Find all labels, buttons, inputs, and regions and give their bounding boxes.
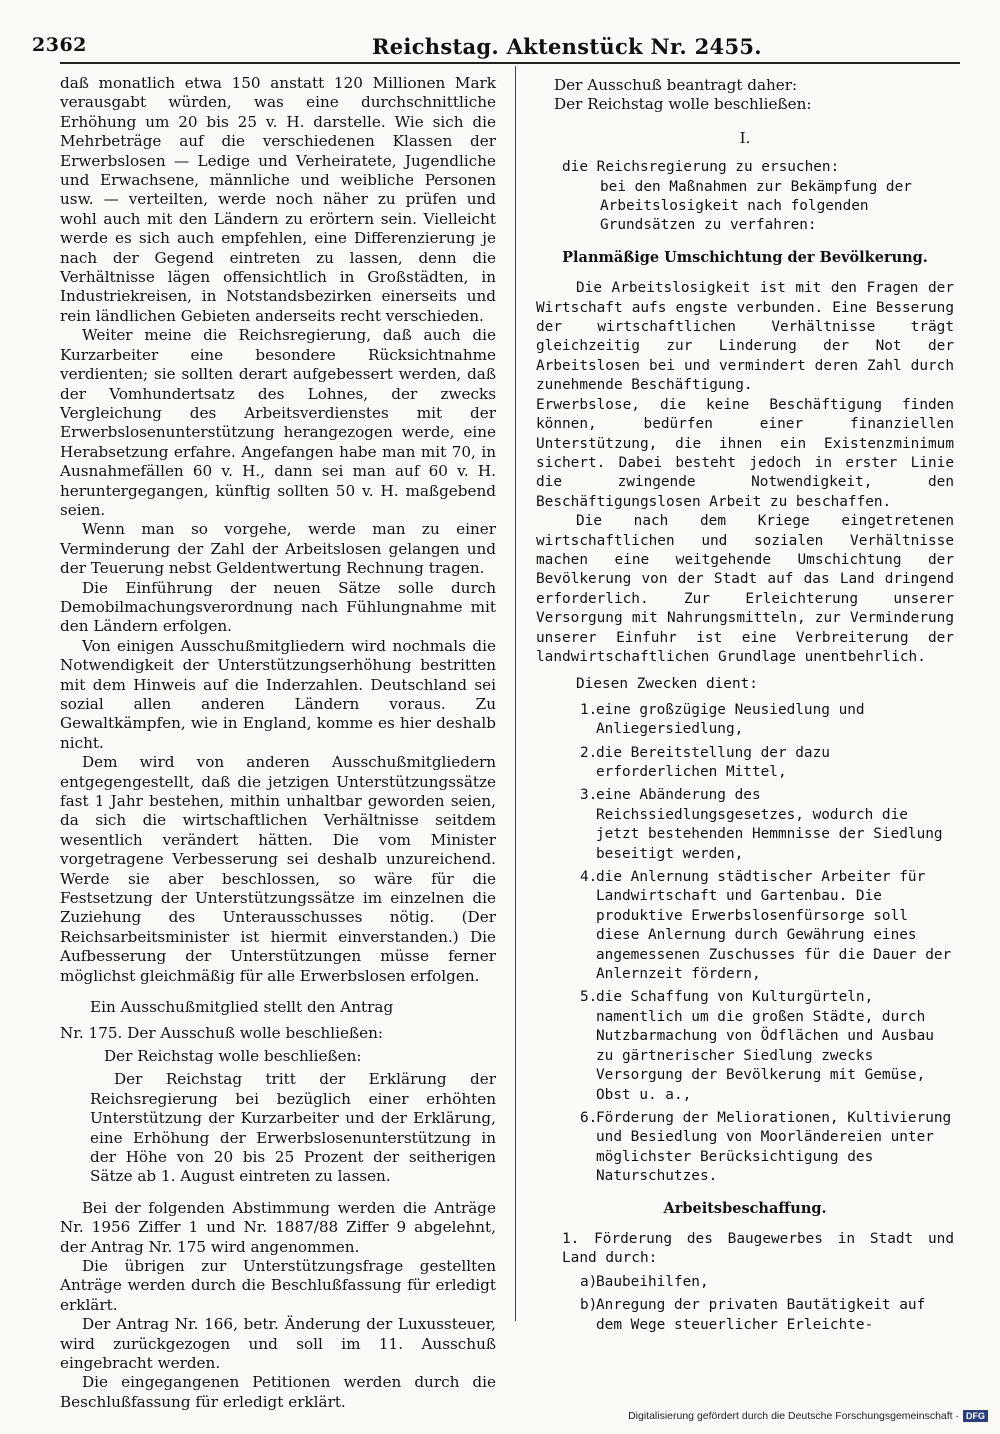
motion-text: Der Reichstag tritt der Erklärung der Reichsregierung bei bezüglich einer erhöhten Unterstützung der Kurzarbeiter und der Erklärung, eine Erhöhung der Erwerbslosenunterstützung in der Höhe von 20 bis 25 Prozent der seitherigen Sätze ab 1. August eintreten zu lassen.	[90, 1070, 496, 1186]
request-line: die Reichsregierung zu ersuchen:	[562, 159, 840, 176]
digitization-credit	[628, 1410, 988, 1422]
list-item	[536, 744, 954, 783]
header-rule	[60, 62, 960, 64]
sub-letter: a)	[580, 1273, 598, 1290]
list-text: die Bereitstellung der dazu erforderlichen Mittel,	[596, 744, 830, 780]
paragraph: Die nach dem Kriege eingetretenen wirtschaftlichen und sozialen Verhältnisse machen eine weitgehende Umschichtung der Bevölkerung von der Stadt auf das Land dringend erforderlich. Zur Erleichterung unserer Versorgung mit Nahrungsmitteln, zur Verminderung unserer Einfuhr ist eine Verbreiterung der landwirtschaftlichen Grundlage unentbehrlich.	[536, 513, 954, 665]
committee-proposal: Der Ausschuß beantragt daher:	[554, 76, 798, 94]
sub-text: Baubeihilfen,	[596, 1273, 709, 1290]
paragraph: Die Arbeitslosigkeit ist mit den Fragen der Wirtschaft aufs engste verbunden. Eine Besserung der wirtschaftlichen Verhältnisse trägt gleichzeitig zur Linderung der Not der Arbeitslosen bei und vermindert deren Zahl durch zunehmende Beschäftigung.	[536, 280, 954, 394]
paragraph: daß monatlich etwa 150 anstatt 120 Millionen Mark verausgabt würden, was eine durchschnittliche Erhöhung um 20 bis 25 v. H. darstelle. Wie sich die Mehrbeträge auf die verschiedenen Klassen der Erwerbslosen — Ledige und Verheiratete, Jugendliche und Erwachsene, männliche und weibliche Personen usw. — verteilten, werde noch näher zu prüfen und wohl auch mit den Ländern zu erörtern sein. Vielleicht werde es sich auch empfehlen, eine Differenzierung je nach der Gegend eintreten zu lassen, denn die Verhältnisse lägen offensichtlich in Großstädten, in Industriekreisen, in Notstandsbezirken einerseits und rein ländlichen Gebieten anderseits recht verschieden.	[60, 74, 496, 325]
left-column	[60, 74, 496, 1412]
paragraph: Die übrigen zur Unterstützungsfrage gestellten Anträge werden durch die Beschlußfassung für erledigt erklärt.	[60, 1256, 496, 1314]
list-intro: Diesen Zwecken dient:	[576, 676, 758, 693]
section-heading: Arbeitsbeschaffung.	[663, 1199, 827, 1217]
page-header	[32, 34, 762, 59]
list-text: Förderung der Meliorationen, Kultivierung und Besiedlung von Moorländereien unter möglichster Berücksichtigung des Naturschutzes.	[596, 1109, 952, 1185]
paragraph: Wenn man so vorgehe, werde man zu einer Verminderung der Zahl der Arbeitslosen gelangen und der Teuerung nebst Geldentwertung Rechnung tragen.	[60, 520, 496, 578]
paragraph: Erwerbslose, die keine Beschäftigung finden können, bedürfen einer finanziellen Unterstützung, die ihnen ein Existenzminimum sichert. Dabei besteht jedoch in erster Linie die zwingende Notwendigkeit, den Beschäftigungslosen Arbeit zu beschaffen.	[536, 396, 954, 510]
list-item	[536, 868, 954, 984]
list-item	[536, 988, 954, 1104]
paragraph: Bei der folgenden Abstimmung werden die Anträge Nr. 1956 Ziffer 1 und Nr. 1887/88 Ziffer 9 abgelehnt, der Antrag Nr. 175 wird angenommen.	[60, 1198, 496, 1256]
list-text: die Anlernung städtischer Arbeiter für Landwirtschaft und Gartenbau. Die produktive Erwerbslosenfürsorge soll diese Anlernung durch Gewährung eines angemessenen Zuschusses für die Dauer der Anlernzeit fördern,	[596, 869, 952, 983]
right-column	[536, 76, 954, 1335]
paragraph: Die eingegangenen Petitionen werden durch die Beschlußfassung für erledigt erklärt.	[60, 1373, 496, 1411]
list-number: 6.	[580, 1109, 598, 1126]
measures-list	[536, 701, 954, 1187]
sub-letter: b)	[580, 1297, 598, 1314]
roman-numeral: I.	[739, 128, 751, 147]
column-divider	[515, 66, 516, 1321]
request-body: bei den Maßnahmen zur Bekämpfung der Arbeitslosigkeit nach folgenden Grundsätzen zu verfahren:	[600, 178, 912, 234]
list-text: die Schaffung von Kulturgürteln, namentlich um die großen Städte, durch Nutzbarmachung von Ödflächen und Ausbau zu gärtnerischer Siedlung zwecks Versorgung der Bevölkerung mit Gemüse, Obst u. a.,	[596, 989, 934, 1103]
resolution-formula: Der Reichstag wolle beschließen:	[554, 95, 812, 114]
sub-item	[536, 1296, 954, 1335]
list-number: 2.	[580, 744, 598, 761]
motion-number: Nr. 175. Der Ausschuß wolle beschließen:	[60, 1023, 384, 1042]
page-number: 2362	[32, 34, 87, 56]
paragraph: Die Einführung der neuen Sätze solle durch Demobilmachungsverordnung nach Fühlungnahme mit den Ländern erfolgen.	[60, 578, 496, 636]
paragraph: Der Antrag Nr. 166, betr. Änderung der Luxussteuer, wird zurückgezogen und soll im 11. Ausschuß eingebracht werden.	[60, 1315, 496, 1372]
motion-intro: Ein Ausschußmitglied stellt den Antrag	[90, 998, 394, 1017]
paragraph: Dem wird von anderen Ausschußmitgliedern entgegengestellt, daß die jetzigen Unterstützungssätze fast 1 Jahr bestehen, mithin unhaltbar geworden seien, da sich die wirtschaftlichen Verhältnisse seitdem wesentlich verändert hätten. Die vom Minister vorgetragene Verbesserung sei deshalb unzureichend. Werde sie aber beschlossen, so wäre für die Festsetzung der Unterstützungssätze im einzelnen die Zuziehung des Unterausschusses nötig. (Der Reichsarbeitsminister ist hiermit einverstanden.) Die Aufbesserung der Unterstützungen müsse ferner möglichst gleichmäßig für alle Erwerbslosen erfolgen.	[60, 753, 496, 985]
list-item	[536, 701, 954, 740]
paragraph: Weiter meine die Reichsregierung, daß auch die Kurzarbeiter eine besondere Rücksichtnahme verdienten; sie sollten derart aufgebessert werden, daß der Vomhundertsatz des Lohnes, der zwecks Vergleichung des Arbeitsverdienstes mit der Erwerbslosenunterstützung herangezogen werde, eine Herabsetzung erfahre. Angefangen habe man mit 70, in Ausnahmefällen 60 v. H., dann sei man auf 60 v. H. heruntergegangen, künftig sollten 50 v. H. maßgebend seien.	[60, 326, 496, 519]
running-title: Reichstag. Aktenstück Nr. 2455.	[372, 34, 762, 59]
list-number: 4.	[580, 869, 598, 886]
list-number: 1.	[580, 701, 598, 718]
list-text: eine Abänderung des Reichssiedlungsgesetzes, wodurch die jetzt bestehenden Hemmnisse der Siedlung beseitigt werden,	[596, 787, 943, 862]
list-item	[536, 1109, 954, 1187]
list-number: 3.	[580, 787, 598, 804]
credit-text: Digitalisierung gefördert durch die Deutsche Forschungsgemeinschaft ·	[628, 1410, 959, 1422]
resolution-formula: Der Reichstag wolle beschließen:	[104, 1046, 362, 1065]
paragraph: Von einigen Ausschußmitgliedern wird nochmals die Notwendigkeit der Unterstützungserhöhung bestritten mit dem Hinweis auf die Inderzahlen. Deutschland sei sozial allen anderen Ländern voraus. Zu Gewaltkämpfen, wie in England, komme es hier deshalb nicht.	[60, 636, 496, 752]
paragraph: 1. Förderung des Baugewerbes in Stadt und Land durch:	[562, 1230, 954, 1267]
list-number: 5.	[580, 989, 598, 1006]
list-item	[536, 786, 954, 864]
dfg-logo: DFG	[963, 1410, 988, 1422]
section-heading: Planmäßige Umschichtung der Bevölkerung.	[562, 248, 928, 266]
sub-text: Anregung der privaten Bautätigkeit auf dem Wege steuerlicher Erleichte-	[596, 1297, 926, 1333]
list-text: eine großzügige Neusiedlung und Anliegersiedlung,	[596, 701, 865, 738]
sub-item	[536, 1273, 954, 1292]
